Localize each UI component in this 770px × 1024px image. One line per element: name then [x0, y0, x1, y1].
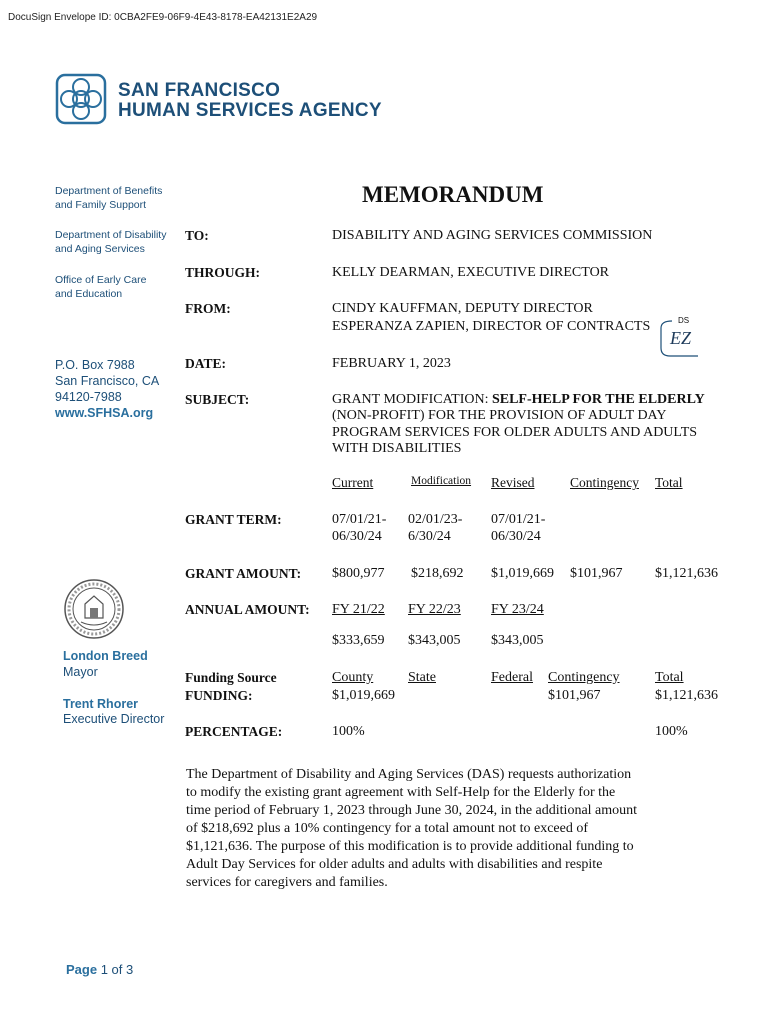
body-line: The Department of Disability and Aging Services (DAS) requests authorization: [186, 767, 632, 782]
docusign-initials[interactable]: [658, 316, 702, 358]
city-seal-icon: [63, 578, 125, 640]
term-modification: [408, 511, 462, 545]
amount-total: $1,121,636: [655, 566, 718, 581]
term-mod-start: 02/01/23-: [408, 512, 463, 527]
fy-23-24: FY 23/24: [491, 602, 544, 617]
subject-bold: SELF-HELP FOR THE ELDERLY: [491, 392, 705, 407]
term-rev-end: 06/30/24: [491, 529, 541, 544]
funding-source-label: Funding Source: [185, 670, 277, 685]
term-revised: [491, 511, 545, 545]
to-label: TO:: [185, 228, 209, 243]
dept-benefits-line1: Department of Benefits: [55, 185, 163, 197]
term-mod-end: 6/30/24: [408, 529, 451, 544]
dept-early-care-line2: and Education: [55, 288, 123, 300]
address-line1: P.O. Box 7988: [55, 358, 135, 372]
to-value: DISABILITY AND AGING SERVICES COMMISSION: [332, 228, 653, 243]
dept-early-care: [55, 273, 146, 301]
subject-line2: (NON-PROFIT) FOR THE PROVISION OF ADULT DAY: [332, 408, 667, 423]
funding-contingency: Contingency: [548, 670, 620, 685]
amount-current: $800,977: [332, 566, 385, 581]
agency-logo: [55, 73, 107, 125]
agency-name-line2: HUMAN SERVICES AGENCY: [118, 100, 382, 121]
percentage-label: PERCENTAGE:: [185, 724, 283, 739]
fy-22-23: FY 22/23: [408, 602, 461, 617]
funding-federal: Federal: [491, 670, 533, 685]
term-current-start: 07/01/21-: [332, 512, 387, 527]
funding-label: FUNDING:: [185, 688, 253, 703]
grant-term-label: GRANT TERM:: [185, 512, 282, 527]
term-current-end: 06/30/24: [332, 529, 382, 544]
funding-total-amount: $1,121,636: [655, 688, 718, 703]
address-line2: San Francisco, CA: [55, 374, 160, 388]
term-current: [332, 511, 386, 545]
through-value: KELLY DEARMAN, EXECUTIVE DIRECTOR: [332, 265, 610, 280]
mayor-title: Mayor: [63, 665, 98, 679]
amount-modification: $218,692: [411, 566, 464, 581]
fy-21-22: FY 21/22: [332, 602, 385, 617]
from-line1: CINDY KAUFFMAN, DEPUTY DIRECTOR: [332, 301, 593, 316]
header-modification: Modification: [411, 475, 472, 487]
date-label: DATE:: [185, 356, 227, 371]
agency-name-line1: SAN FRANCISCO: [118, 80, 281, 101]
header-revised: Revised: [491, 475, 535, 490]
annual-fy3: $343,005: [491, 633, 544, 648]
grant-amount-label: GRANT AMOUNT:: [185, 566, 302, 581]
through-label: THROUGH:: [185, 265, 261, 280]
funding-county-amount: $1,019,669: [332, 688, 395, 703]
body-line: services for caregivers and families.: [186, 875, 388, 890]
dept-benefits-line2: and Family Support: [55, 199, 147, 211]
funding-county: County: [332, 670, 374, 685]
initials-tag: DS: [678, 316, 690, 325]
envelope-id: DocuSign Envelope ID: 0CBA2FE9-06F9-4E43-8178-EA42131E2A29: [8, 12, 318, 23]
funding-total: Total: [655, 670, 684, 685]
body-line: of $218,692 plus a 10% contingency for a total amount not to exceed of: [186, 821, 589, 836]
body-line: to modify the existing grant agreement with Self-Help for the Elderly for the: [186, 785, 616, 800]
initials-signature: EZ: [670, 328, 692, 348]
from-line2: ESPERANZA ZAPIEN, DIRECTOR OF CONTRACTS: [332, 319, 651, 334]
page-number: [66, 962, 133, 977]
mayor-name: London Breed: [63, 649, 148, 663]
address-line3: 94120-7988: [55, 390, 122, 404]
page-word: Page: [66, 962, 98, 977]
amount-revised: $1,019,669: [491, 566, 554, 581]
subject-prefix: GRANT MODIFICATION:: [332, 392, 492, 407]
subject-line3: PROGRAM SERVICES FOR OLDER ADULTS AND ADULTS: [332, 425, 698, 440]
funding-contingency-amount: $101,967: [548, 688, 601, 703]
memo-title: MEMORANDUM: [362, 182, 544, 207]
annual-amount-label: ANNUAL AMOUNT:: [185, 602, 310, 617]
page-count: 1 of 3: [100, 962, 134, 977]
body-line: $1,121,636. The purpose of this modification is to provide additional funding to: [186, 839, 634, 854]
annual-fy2: $343,005: [408, 633, 461, 648]
amount-contingency: $101,967: [570, 566, 623, 581]
website-link[interactable]: www.SFHSA.org: [55, 406, 154, 420]
percentage-total: 100%: [655, 724, 688, 739]
subject-label: SUBJECT:: [185, 392, 250, 407]
dept-disability: [55, 228, 166, 256]
dept-disability-line1: Department of Disability: [55, 229, 167, 241]
body-line: time period of February 1, 2023 through June 30, 2024, in the additional amount: [186, 803, 638, 818]
header-current: Current: [332, 475, 374, 490]
body-line: Adult Day Services for older adults and adults with disabilities and respite: [186, 857, 603, 872]
director-title: Executive Director: [63, 712, 165, 726]
funding-state: State: [408, 670, 436, 685]
subject-line4: WITH DISABILITIES: [332, 441, 462, 456]
body-paragraph: [186, 766, 676, 892]
mailing-address: [55, 357, 159, 421]
date-value: FEBRUARY 1, 2023: [332, 356, 451, 371]
from-label: FROM:: [185, 301, 231, 316]
dept-early-care-line1: Office of Early Care: [55, 274, 147, 286]
header-total: Total: [655, 475, 683, 490]
percentage-county: 100%: [332, 724, 365, 739]
annual-fy1: $333,659: [332, 633, 385, 648]
dept-disability-line2: and Aging Services: [55, 243, 145, 255]
director-name: Trent Rhorer: [63, 697, 139, 711]
subject-line1: [332, 391, 705, 408]
header-contingency: Contingency: [570, 475, 639, 490]
dept-benefits: [55, 184, 162, 212]
term-rev-start: 07/01/21-: [491, 512, 546, 527]
